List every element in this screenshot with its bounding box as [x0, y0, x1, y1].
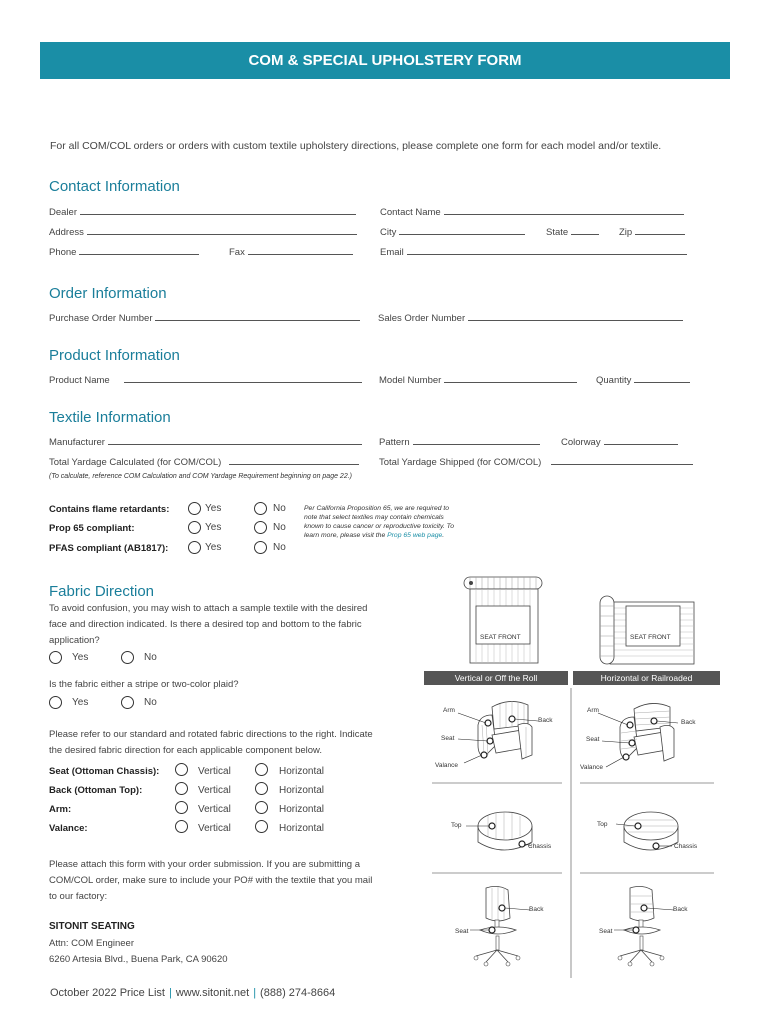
- horizontal-roll-illustration: [598, 588, 698, 666]
- task-chair-vertical-illustration: [470, 886, 530, 968]
- back-label-v2: Back: [529, 906, 544, 913]
- prop65-yes-radio[interactable]: [188, 521, 201, 534]
- back-horizontal-radio[interactable]: [255, 782, 268, 795]
- horizontal-header: Horizontal or Railroaded: [573, 671, 720, 685]
- back-vertical-radio[interactable]: [175, 782, 188, 795]
- lounge-chair-vertical-illustration: [470, 695, 540, 770]
- zip-field[interactable]: Zip: [619, 225, 685, 238]
- back-label-h: Back: [681, 719, 696, 726]
- price-list-date: October 2022 Price List: [50, 987, 165, 999]
- prop65-yes-label: Yes: [205, 522, 222, 533]
- phone-field[interactable]: Phone: [49, 245, 199, 258]
- arm-label-v: Arm: [443, 707, 455, 714]
- stripe-yes-radio[interactable]: [49, 696, 62, 709]
- valance-direction-label: Valance:: [49, 823, 88, 834]
- model-number-field[interactable]: Model Number: [379, 373, 577, 386]
- yardage-note: (To calculate, reference COM Calculation and COM Yardage Requirement beginning on page 22.): [49, 473, 352, 480]
- city-field[interactable]: City: [380, 225, 525, 238]
- stripe-no-radio[interactable]: [121, 696, 134, 709]
- valance-label-v: Valance: [435, 762, 459, 769]
- arm-label-h: Arm: [587, 707, 599, 714]
- valance-vertical-label: Vertical: [198, 823, 231, 834]
- dealer-field[interactable]: Dealer: [49, 205, 356, 218]
- colorway-field[interactable]: Colorway: [561, 435, 678, 448]
- arm-horizontal-radio[interactable]: [255, 801, 268, 814]
- attn-line: Attn: COM Engineer: [49, 938, 135, 949]
- company-name: SITONIT SEATING: [49, 921, 135, 932]
- seat-horizontal-radio[interactable]: [255, 763, 268, 776]
- stripe-no-label: No: [144, 697, 157, 708]
- intro-text: For all COM/COL orders or orders with custom textile upholstery directions, please complete one form for each model and/or textile.: [50, 140, 662, 152]
- stripe-question: Is the fabric either a stripe or two-color plaid?: [49, 679, 239, 690]
- fabric-intro: To avoid confusion, you may wish to attach a sample textile with the desired face and direction indicated. Is there a desired top and bottom to the fabric application?: [49, 603, 368, 646]
- lounge-chair-horizontal-illustration: [612, 697, 682, 772]
- pfas-no-label: No: [273, 542, 286, 553]
- direction-instructions: Please refer to our standard and rotated fabric directions to the right. Indicate the desired fabric direction for each applicable component below.: [49, 729, 373, 756]
- manufacturer-field[interactable]: Manufacturer: [49, 435, 362, 448]
- pfas-yes-label: Yes: [205, 542, 222, 553]
- prop65-label: Prop 65 compliant:: [49, 523, 135, 534]
- chassis-label-h: Chassis: [674, 843, 698, 850]
- factory-address: 6260 Artesia Blvd., Buena Park, CA 90620: [49, 954, 228, 965]
- website-link[interactable]: www.sitonit.net: [175, 987, 250, 999]
- po-number-field[interactable]: Purchase Order Number: [49, 311, 360, 324]
- back-vertical-label: Vertical: [198, 785, 231, 796]
- arm-direction-label: Arm:: [49, 804, 72, 815]
- prop65-no-label: No: [273, 522, 286, 533]
- top-label-v: Top: [451, 822, 462, 829]
- seat-label-h2: Seat: [599, 928, 613, 935]
- address-field[interactable]: Address: [49, 225, 357, 238]
- form-title: COM & SPECIAL UPHOLSTERY FORM: [248, 52, 522, 69]
- back-label-h2: Back: [673, 906, 688, 913]
- phone-number: (888) 274-8664: [260, 987, 336, 999]
- form-title-banner: [40, 42, 730, 79]
- back-horizontal-label: Horizontal: [279, 785, 325, 796]
- top-bottom-no-radio[interactable]: [121, 651, 134, 664]
- ottoman-horizontal-illustration: [622, 808, 682, 858]
- contact-name-field[interactable]: Contact Name: [380, 205, 684, 218]
- top-bottom-no-label: No: [144, 652, 157, 663]
- seat-label-v: Seat: [441, 735, 455, 742]
- seat-vertical-radio[interactable]: [175, 763, 188, 776]
- arm-horizontal-label: Horizontal: [279, 804, 325, 815]
- textile-heading: Textile Information: [49, 409, 171, 426]
- pfas-label: PFAS compliant (AB1817):: [49, 543, 169, 554]
- quantity-field[interactable]: Quantity: [596, 373, 690, 386]
- top-bottom-yes-radio[interactable]: [49, 651, 62, 664]
- seat-front-label-1: SEAT FRONT: [480, 634, 521, 641]
- prop65-no-radio[interactable]: [254, 521, 267, 534]
- product-name-field[interactable]: Product Name: [49, 373, 362, 386]
- flame-no-radio[interactable]: [254, 502, 267, 515]
- chassis-label-v: Chassis: [528, 843, 552, 850]
- valance-horizontal-label: Horizontal: [279, 823, 325, 834]
- seat-front-label-2: SEAT FRONT: [630, 634, 671, 641]
- top-bottom-yes-label: Yes: [72, 652, 89, 663]
- attach-instructions: Please attach this form with your order submission. If you are submitting a COM/COL order, make sure to include your PO# with the textile that you mail to our factory:: [49, 859, 373, 902]
- vertical-roll-illustration: [462, 575, 546, 665]
- prop65-link[interactable]: Prop 65 web page: [387, 532, 443, 539]
- valance-label-h: Valance: [580, 764, 604, 771]
- product-heading: Product Information: [49, 347, 180, 364]
- stripe-yes-label: Yes: [72, 697, 89, 708]
- task-chair-horizontal-illustration: [614, 886, 674, 968]
- vertical-header: Vertical or Off the Roll: [424, 671, 568, 685]
- fax-field[interactable]: Fax: [229, 245, 353, 258]
- seat-label-v2: Seat: [455, 928, 469, 935]
- pattern-field[interactable]: Pattern: [379, 435, 540, 448]
- flame-no-label: No: [273, 503, 286, 514]
- back-direction-label: Back (Ottoman Top):: [49, 785, 143, 796]
- email-field[interactable]: Email: [380, 245, 687, 258]
- back-label-v: Back: [538, 717, 553, 724]
- fabric-heading: Fabric Direction: [49, 583, 155, 600]
- seat-horizontal-label: Horizontal: [279, 766, 325, 777]
- pfas-yes-radio[interactable]: [188, 541, 201, 554]
- yardage-calculated-field[interactable]: Total Yardage Calculated (for COM/COL): [49, 455, 359, 468]
- pfas-no-radio[interactable]: [254, 541, 267, 554]
- footer: October 2022 Price List | www.sitonit.net | (888) 274-8664: [50, 987, 336, 999]
- flame-yes-label: Yes: [205, 503, 222, 514]
- flame-yes-radio[interactable]: [188, 502, 201, 515]
- seat-direction-label: Seat (Ottoman Chassis):: [49, 766, 160, 777]
- state-field[interactable]: State: [546, 225, 599, 238]
- contact-heading: Contact Information: [49, 178, 180, 195]
- valance-horizontal-radio[interactable]: [255, 820, 268, 833]
- yardage-shipped-field[interactable]: Total Yardage Shipped (for COM/COL): [379, 455, 693, 468]
- arm-vertical-radio[interactable]: [175, 801, 188, 814]
- flame-retardant-label: Contains flame retardants:: [49, 504, 170, 515]
- order-heading: Order Information: [49, 285, 167, 302]
- prop65-notice: Per California Proposition 65, we are required to note that select textiles may contain chemicals known to cause cancer or reproductive toxicity. To learn more, please visit the Prop 65 web page.: [304, 505, 454, 539]
- ottoman-vertical-illustration: [476, 808, 536, 858]
- valance-vertical-radio[interactable]: [175, 820, 188, 833]
- seat-label-h: Seat: [586, 736, 600, 743]
- arm-vertical-label: Vertical: [198, 804, 231, 815]
- seat-vertical-label: Vertical: [198, 766, 231, 777]
- so-number-field[interactable]: Sales Order Number: [378, 311, 683, 324]
- top-label-h: Top: [597, 821, 608, 828]
